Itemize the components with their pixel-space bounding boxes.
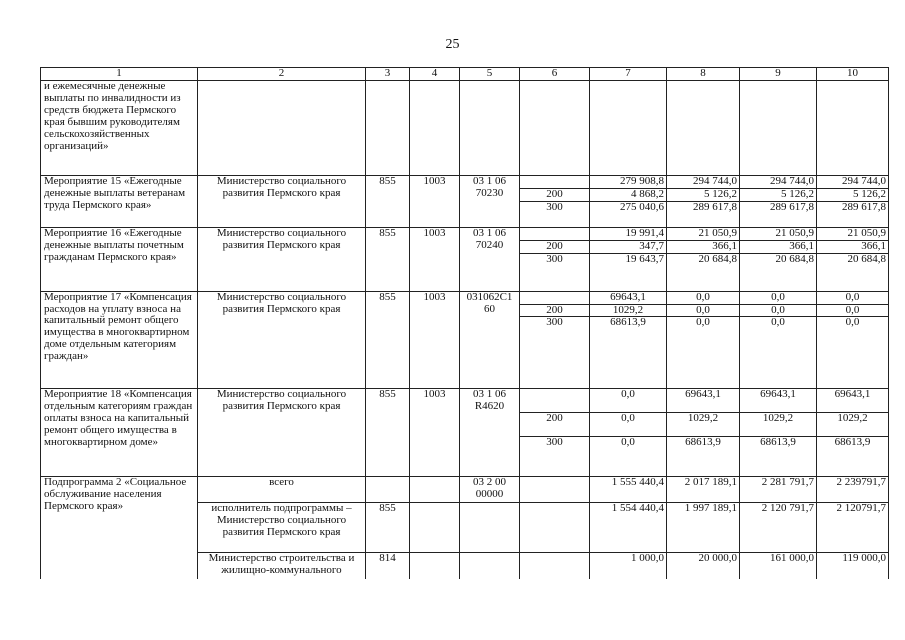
value-cell: 366,1 xyxy=(667,240,740,253)
value-cell: 2 017 189,1 xyxy=(667,477,740,503)
header-cell: 1 xyxy=(41,68,198,81)
value-cell: 21 050,9 xyxy=(740,227,817,240)
subprogram-name: Подпрограмма 2 «Социальное обслуживание населения Пермского края» xyxy=(41,477,198,579)
value-cell: 294 744,0 xyxy=(667,176,740,189)
code-cell: 300 xyxy=(520,201,590,227)
value-cell: 0,0 xyxy=(590,389,667,413)
value-cell: 275 040,6 xyxy=(590,201,667,227)
table-row xyxy=(41,477,889,503)
value-cell: 20 684,8 xyxy=(817,253,889,291)
value-cell: 20 684,8 xyxy=(667,253,740,291)
value-cell: 289 617,8 xyxy=(817,201,889,227)
header-cell: 6 xyxy=(520,68,590,81)
value-cell: 0,0 xyxy=(740,291,817,304)
code-cell: 03 1 06 70230 xyxy=(460,176,520,228)
code-cell: 200 xyxy=(520,240,590,253)
table-row xyxy=(41,81,889,176)
header-cell: 8 xyxy=(667,68,740,81)
code-cell: 855 xyxy=(366,176,410,228)
executor: Министерство строительства и жилищно-коммунального xyxy=(198,553,366,579)
value-cell: 69643,1 xyxy=(667,389,740,413)
header-cell: 7 xyxy=(590,68,667,81)
value-cell: 0,0 xyxy=(667,317,740,389)
code-cell: 03 1 06 70240 xyxy=(460,227,520,291)
value-cell: 0,0 xyxy=(667,291,740,304)
executor: Министерство социального развития Пермского края xyxy=(198,389,366,477)
table-row xyxy=(41,291,889,304)
code-cell: 300 xyxy=(520,253,590,291)
measure-name: и ежемесячные денежные выплаты по инвалидности из средств бюджета Пермского края бывшим руководителям сельскохозяйственных организаций» xyxy=(41,81,198,176)
executor: Министерство социального развития Пермского края xyxy=(198,227,366,291)
value-cell: 5 126,2 xyxy=(667,188,740,201)
value-cell: 347,7 xyxy=(590,240,667,253)
value-cell: 279 908,8 xyxy=(590,176,667,189)
value-cell: 0,0 xyxy=(817,291,889,304)
executor: всего xyxy=(198,477,366,503)
code-cell: 1003 xyxy=(410,389,460,477)
value-cell: 68613,9 xyxy=(740,437,817,477)
code-cell: 814 xyxy=(366,553,410,579)
value-cell: 289 617,8 xyxy=(667,201,740,227)
code-cell: 1003 xyxy=(410,227,460,291)
measure-name: Мероприятие 18 «Компенсация отдельным категориям граждан оплаты взноса на капитальный ремонт общего имущества в многоквартирном доме» xyxy=(41,389,198,477)
value-cell: 0,0 xyxy=(667,304,740,317)
value-cell: 0,0 xyxy=(740,317,817,389)
code-cell: 855 xyxy=(366,389,410,477)
value-cell: 1 555 440,4 xyxy=(590,477,667,503)
header-cell: 5 xyxy=(460,68,520,81)
measure-name: Мероприятие 15 «Ежегодные денежные выплаты ветеранам труда Пермского края» xyxy=(41,176,198,228)
code-cell: 855 xyxy=(366,503,410,553)
code-cell: 300 xyxy=(520,317,590,389)
code-cell: 855 xyxy=(366,227,410,291)
code-cell: 200 xyxy=(520,413,590,437)
value-cell: 1 000,0 xyxy=(590,553,667,579)
value-cell: 1 997 189,1 xyxy=(667,503,740,553)
measure-name: Мероприятие 16 «Ежегодные денежные выплаты почетным гражданам Пермского края» xyxy=(41,227,198,291)
code-cell: 1003 xyxy=(410,291,460,389)
value-cell: 1029,2 xyxy=(667,413,740,437)
value-cell: 2 120 791,7 xyxy=(740,503,817,553)
budget-table xyxy=(40,67,889,579)
value-cell: 69643,1 xyxy=(817,389,889,413)
value-cell: 0,0 xyxy=(590,413,667,437)
code-cell: 200 xyxy=(520,188,590,201)
header-cell: 10 xyxy=(817,68,889,81)
value-cell: 366,1 xyxy=(740,240,817,253)
value-cell: 366,1 xyxy=(817,240,889,253)
header-cell: 9 xyxy=(740,68,817,81)
page-number: 25 xyxy=(445,37,460,52)
table-row xyxy=(41,389,889,413)
value-cell: 69643,1 xyxy=(590,291,667,304)
code-cell: 300 xyxy=(520,437,590,477)
value-cell: 21 050,9 xyxy=(817,227,889,240)
header-row xyxy=(41,68,889,81)
value-cell: 1 554 440,4 xyxy=(590,503,667,553)
header-cell: 3 xyxy=(366,68,410,81)
value-cell: 1029,2 xyxy=(740,413,817,437)
value-cell: 19 643,7 xyxy=(590,253,667,291)
header-cell: 4 xyxy=(410,68,460,81)
value-cell: 0,0 xyxy=(817,304,889,317)
value-cell: 1029,2 xyxy=(817,413,889,437)
executor: Министерство социального развития Пермского края xyxy=(198,291,366,389)
code-cell: 03 1 06 R4620 xyxy=(460,389,520,477)
header-cell: 2 xyxy=(198,68,366,81)
value-cell: 119 000,0 xyxy=(817,553,889,579)
value-cell: 2 281 791,7 xyxy=(740,477,817,503)
value-cell: 294 744,0 xyxy=(740,176,817,189)
value-cell: 2 239791,7 xyxy=(817,477,889,503)
code-cell: 031062C1 60 xyxy=(460,291,520,389)
executor: исполнитель подпрограммы – Министерство социального развития Пермского края xyxy=(198,503,366,553)
table-row xyxy=(41,227,889,240)
value-cell: 161 000,0 xyxy=(740,553,817,579)
value-cell: 68613,9 xyxy=(590,317,667,389)
measure-name: Мероприятие 17 «Компенсация расходов на уплату взноса на капитальный ремонт общего имущества в многоквартирном доме отдельным категориям граждан» xyxy=(41,291,198,389)
executor: Министерство социального развития Пермского края xyxy=(198,176,366,228)
value-cell: 20 000,0 xyxy=(667,553,740,579)
value-cell: 0,0 xyxy=(740,304,817,317)
value-cell: 68613,9 xyxy=(667,437,740,477)
value-cell: 5 126,2 xyxy=(817,188,889,201)
value-cell: 5 126,2 xyxy=(740,188,817,201)
value-cell: 0,0 xyxy=(590,437,667,477)
value-cell: 21 050,9 xyxy=(667,227,740,240)
value-cell: 19 991,4 xyxy=(590,227,667,240)
value-cell: 0,0 xyxy=(817,317,889,389)
code-cell: 200 xyxy=(520,304,590,317)
value-cell: 2 120791,7 xyxy=(817,503,889,553)
value-cell: 294 744,0 xyxy=(817,176,889,189)
value-cell: 289 617,8 xyxy=(740,201,817,227)
value-cell: 1029,2 xyxy=(590,304,667,317)
code-cell: 03 2 00 00000 xyxy=(460,477,520,503)
code-cell: 1003 xyxy=(410,176,460,228)
value-cell: 68613,9 xyxy=(817,437,889,477)
code-cell: 855 xyxy=(366,291,410,389)
value-cell: 4 868,2 xyxy=(590,188,667,201)
value-cell: 69643,1 xyxy=(740,389,817,413)
value-cell: 20 684,8 xyxy=(740,253,817,291)
table-row xyxy=(41,176,889,189)
